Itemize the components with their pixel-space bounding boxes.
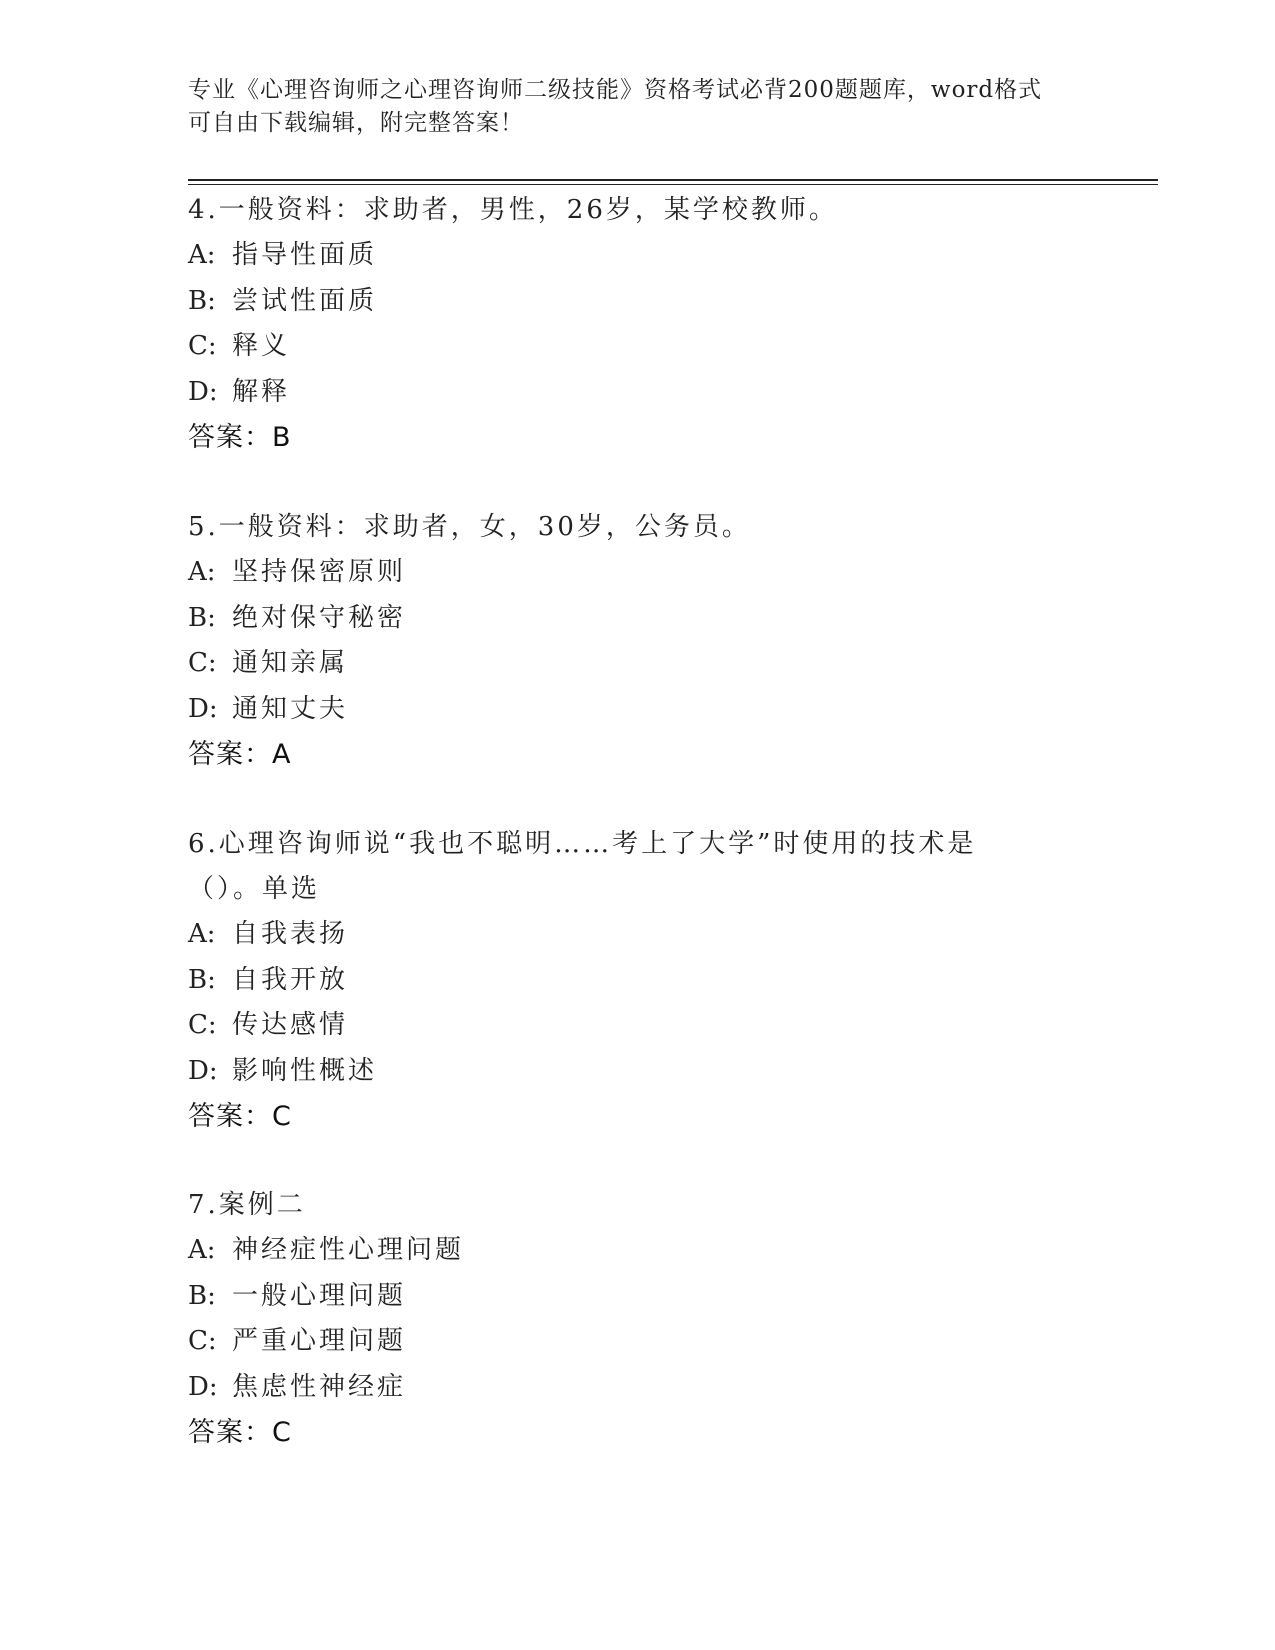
question-7 [188,1183,1068,1456]
question-stem: 5.一般资料：求助者，女，30岁，公务员。 [188,512,751,542]
option-key: A: [188,1235,216,1265]
header-divider-thick [188,179,1158,181]
option-d [188,370,1068,416]
option-text: 神经症性心理问题 [232,1235,465,1265]
option-text: 绝对保守秘密 [232,602,407,633]
option-c [188,1003,1038,1049]
option-a [188,1228,1068,1274]
option-text: 尝试性面质 [232,285,378,316]
option-text: 严重心理问题 [232,1326,407,1356]
option-a [188,550,1068,596]
option-text: 解释 [232,376,291,407]
option-d [188,1365,1068,1411]
question-6 [188,822,1038,1140]
answer-line: 答案：C [188,1101,292,1132]
option-key: C: [188,1010,217,1040]
option-key: D: [188,1371,218,1402]
option-text: 指导性面质 [232,240,378,270]
option-text: 通知亲属 [232,648,349,678]
option-key: D: [188,693,218,724]
question-5 [188,505,1068,778]
option-b [188,279,1068,325]
option-text: 自我开放 [232,964,349,995]
option-key: A: [188,240,216,270]
option-text: 传达感情 [232,1010,349,1040]
question-4 [188,188,1068,461]
header-divider-thin [188,184,1158,185]
option-key: C: [188,1326,217,1356]
option-c [188,641,1068,687]
option-text: 影响性概述 [232,1055,378,1086]
option-text: 坚持保密原则 [232,557,407,587]
option-key: C: [188,648,217,678]
option-text: 一般心理问题 [232,1280,407,1311]
option-a [188,233,1068,279]
option-c [188,1319,1068,1365]
answer-line: 答案：C [188,1417,292,1448]
option-key: B: [188,602,216,633]
question-stem: 7.案例二 [188,1190,306,1220]
option-b [188,1274,1068,1320]
option-key: C: [188,331,217,361]
option-text: 通知丈夫 [232,693,349,724]
option-b [188,596,1068,642]
answer-line: 答案：A [188,739,292,770]
option-b [188,958,1038,1004]
option-key: B: [188,1280,216,1311]
option-key: B: [188,964,216,995]
answer-line: 答案：B [188,422,292,453]
header-line-2: 可自由下载编辑，附完整答案！ [188,110,524,136]
option-key: D: [188,376,218,407]
option-c [188,324,1068,370]
question-stem: 6.心理咨询师说“我也不聪明……考上了大学”时使用的技术是（）。单选 [188,829,977,904]
option-key: B: [188,285,216,316]
option-key: D: [188,1055,218,1086]
option-key: A: [188,557,216,587]
option-d [188,687,1068,733]
option-a [188,912,1038,958]
option-text: 释义 [232,331,291,361]
header-line-1: 专业《心理咨询师之心理咨询师二级技能》资格考试必背200题题库，word格式 [188,77,1043,103]
option-text: 自我表扬 [232,919,349,949]
document-header [188,74,1088,140]
option-text: 焦虑性神经症 [232,1371,407,1402]
option-key: A: [188,919,216,949]
question-stem: 4.一般资料：求助者，男性，26岁，某学校教师。 [188,195,838,225]
option-d [188,1049,1038,1095]
